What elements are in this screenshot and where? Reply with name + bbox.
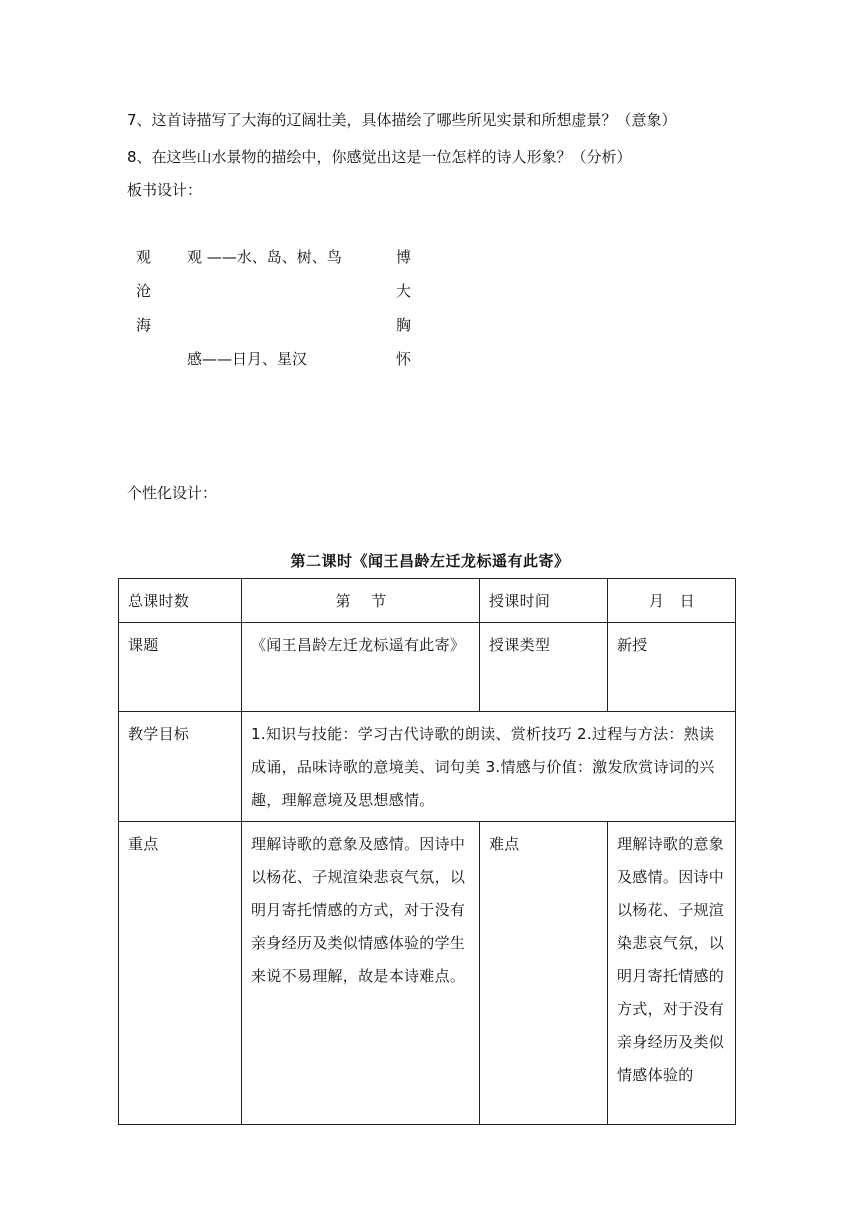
board-theme-char: 胸 [396, 316, 412, 334]
key-point-label: 重点 [119, 822, 242, 1125]
teaching-time-label: 授课时间 [480, 579, 608, 623]
teaching-goal-label: 教学目标 [119, 712, 242, 822]
board-theme-char: 怀 [396, 350, 412, 368]
board-title-char: 观 [136, 248, 152, 266]
topic-value: 《闻王昌龄左迁龙标遥有此寄》 [242, 623, 480, 712]
lesson-type-label: 授课类型 [480, 623, 608, 712]
difficulty-value: 理解诗歌的意象及感情。因诗中以杨花、子规渲染悲哀气氛，以明月寄托情感的方式，对于没有亲身经历及类似情感体验的 [608, 822, 736, 1125]
board-theme-char: 大 [396, 282, 412, 300]
section-label: 第 节 [242, 579, 480, 623]
board-title-char: 沧 [136, 282, 152, 300]
board-title-char: 海 [136, 316, 152, 334]
lesson-title: 第二课时《闻王昌龄左迁龙标遥有此寄》 [290, 552, 570, 570]
personal-design-label: 个性化设计： [127, 484, 218, 502]
question-8: 8、在这些山水景物的描绘中，你感觉出这是一位怎样的诗人形象？（分析） [127, 148, 632, 166]
date-label: 月 日 [608, 579, 736, 623]
topic-label: 课题 [119, 623, 242, 712]
table-row [119, 712, 736, 822]
board-feel-line: 感——日月、星汉 [187, 350, 308, 368]
table-row [119, 822, 736, 1125]
table-row [119, 623, 736, 712]
total-hours-label: 总课时数 [119, 579, 242, 623]
board-theme-char: 博 [396, 248, 412, 266]
board-observe-line: 观 ——水、岛、树、鸟 [187, 248, 342, 266]
lesson-type-value: 新授 [608, 623, 736, 712]
table-row [119, 579, 736, 623]
difficulty-label: 难点 [480, 822, 608, 1125]
teaching-goal-value: 1.知识与技能：学习古代诗歌的朗读、赏析技巧 2.过程与方法：熟读成诵，品味诗歌的意境美、词句美 3.情感与价值：激发欣赏诗词的兴趣，理解意境及思想感情。 [242, 712, 736, 822]
question-7: 7、这首诗描写了大海的辽阔壮美，具体描绘了哪些所见实景和所想虚景？（意象） [127, 111, 677, 129]
lesson-plan-table [118, 578, 736, 1125]
board-design-heading: 板书设计： [127, 181, 203, 199]
key-point-value: 理解诗歌的意象及感情。因诗中以杨花、子规渲染悲哀气氛，以明月寄托情感的方式，对于没有亲身经历及类似情感体验的学生来说不易理解，故是本诗难点。 [242, 822, 480, 1125]
